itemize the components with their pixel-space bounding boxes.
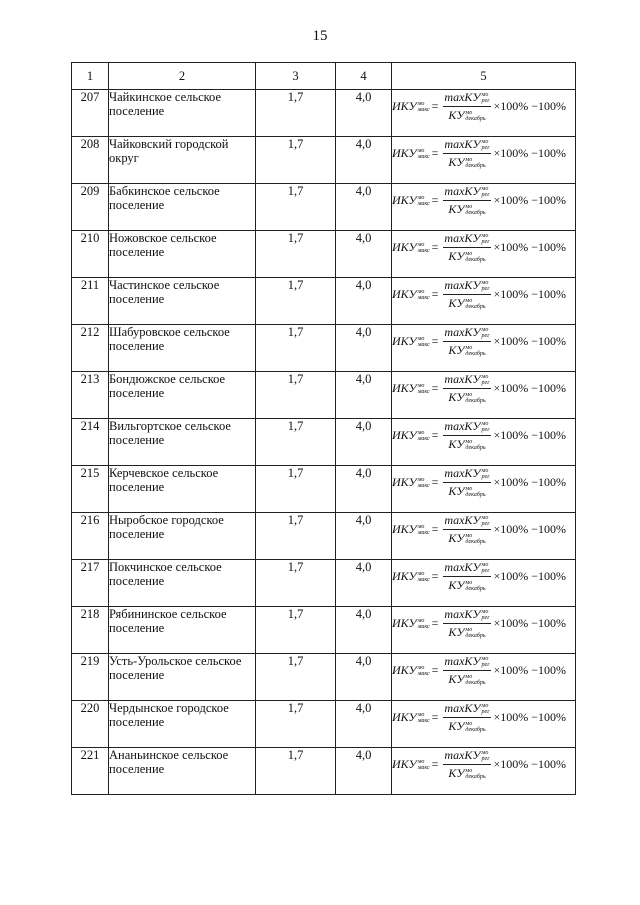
- formula-tail: ×100% −100%: [493, 287, 567, 301]
- formula-numerator: maxKУ: [444, 137, 481, 151]
- row-number: 211: [72, 278, 109, 325]
- formula-eq: =: [431, 381, 439, 395]
- formula-denominator: KУ: [448, 672, 465, 686]
- value-col-4: 4,0: [336, 90, 392, 137]
- value-col-4: 4,0: [336, 278, 392, 325]
- formula-den-sup: мо: [465, 156, 473, 163]
- formula-cell: [392, 748, 576, 795]
- formula-den-sub: декабрь: [465, 632, 486, 639]
- formula-lhs-sub: макс: [417, 153, 430, 160]
- formula-lhs: ИКУ: [392, 193, 417, 207]
- value-col-4: 4,0: [336, 372, 392, 419]
- formula: [392, 278, 566, 311]
- value-col-3: 1,7: [256, 231, 336, 278]
- value-col-3: 1,7: [256, 560, 336, 607]
- formula-den-sup: мо: [465, 297, 473, 304]
- formula-lhs-sub: макс: [417, 529, 430, 536]
- value-col-4: 4,0: [336, 748, 392, 795]
- formula: [392, 231, 566, 264]
- formula-lhs-sup: мо: [417, 194, 425, 201]
- formula-num-sup: мо: [481, 279, 489, 286]
- formula-cell: [392, 278, 576, 325]
- value-col-4: 4,0: [336, 701, 392, 748]
- municipality-name: Ныробское городское поселение: [109, 513, 256, 560]
- municipality-name: Покчинское сельское поселение: [109, 560, 256, 607]
- formula-numerator: maxKУ: [444, 184, 481, 198]
- formula-tail: ×100% −100%: [493, 757, 567, 771]
- value-col-3: 1,7: [256, 607, 336, 654]
- formula-den-sup: мо: [465, 109, 473, 116]
- value-col-3: 1,7: [256, 137, 336, 184]
- formula-lhs-sub: макс: [417, 247, 430, 254]
- formula-fraction: [443, 607, 490, 640]
- formula-tail: ×100% −100%: [493, 381, 567, 395]
- formula-lhs-sup: мо: [417, 335, 425, 342]
- formula-lhs-sub: макс: [417, 294, 430, 301]
- formula-denominator: KУ: [448, 296, 465, 310]
- value-col-3: 1,7: [256, 419, 336, 466]
- formula-lhs-sup: мо: [417, 241, 425, 248]
- row-number: 221: [72, 748, 109, 795]
- formula-numerator: maxKУ: [444, 90, 481, 104]
- formula-eq: =: [431, 475, 439, 489]
- formula-den-sub: декабрь: [465, 538, 486, 545]
- formula-lhs-sup: мо: [417, 523, 425, 530]
- row-number: 214: [72, 419, 109, 466]
- formula-den-sup: мо: [465, 344, 473, 351]
- row-number: 216: [72, 513, 109, 560]
- formula-numerator: maxKУ: [444, 466, 481, 480]
- formula-den-sup: мо: [465, 250, 473, 257]
- formula-num-sub: рег: [481, 238, 490, 245]
- municipality-name: Чайкинское сельское поселение: [109, 90, 256, 137]
- formula-num-sub: рег: [481, 332, 490, 339]
- formula-fraction: [443, 325, 490, 358]
- formula-tail: ×100% −100%: [493, 616, 567, 630]
- formula-cell: [392, 231, 576, 278]
- formula: [392, 560, 566, 593]
- row-number: 209: [72, 184, 109, 231]
- formula: [392, 701, 566, 734]
- municipality-name: Бондюжское сельское поселение: [109, 372, 256, 419]
- formula-denominator: KУ: [448, 578, 465, 592]
- formula-lhs-sub: макс: [417, 576, 430, 583]
- formula-lhs: ИКУ: [392, 569, 417, 583]
- formula-num-sub: рег: [481, 708, 490, 715]
- formula-den-sub: декабрь: [465, 491, 486, 498]
- formula-fraction: [443, 748, 490, 781]
- formula-denominator: KУ: [448, 202, 465, 216]
- formula-fraction: [443, 278, 490, 311]
- value-col-3: 1,7: [256, 90, 336, 137]
- formula-fraction: [443, 90, 490, 123]
- formula-cell: [392, 560, 576, 607]
- formula-lhs-sub: макс: [417, 435, 430, 442]
- table-row: [72, 184, 576, 231]
- formula: [392, 513, 566, 546]
- formula: [392, 419, 566, 452]
- formula-tail: ×100% −100%: [493, 99, 567, 113]
- formula-numerator: maxKУ: [444, 278, 481, 292]
- table-row: [72, 607, 576, 654]
- formula-numerator: maxKУ: [444, 654, 481, 668]
- formula-den-sub: декабрь: [465, 773, 486, 780]
- formula-numerator: maxKУ: [444, 513, 481, 527]
- table-row: [72, 90, 576, 137]
- table-row: [72, 513, 576, 560]
- table-row: [72, 466, 576, 513]
- table-row: [72, 372, 576, 419]
- formula-eq: =: [431, 193, 439, 207]
- formula-num-sup: мо: [481, 185, 489, 192]
- formula-numerator: maxKУ: [444, 560, 481, 574]
- row-number: 220: [72, 701, 109, 748]
- municipality-name: Ножовское сельское поселение: [109, 231, 256, 278]
- formula-denominator: KУ: [448, 531, 465, 545]
- table-row: [72, 748, 576, 795]
- formula-cell: [392, 184, 576, 231]
- table-row: [72, 560, 576, 607]
- formula-num-sub: рег: [481, 755, 490, 762]
- formula-tail: ×100% −100%: [493, 428, 567, 442]
- table-row: [72, 278, 576, 325]
- formula-denominator: KУ: [448, 437, 465, 451]
- formula-den-sub: декабрь: [465, 303, 486, 310]
- value-col-3: 1,7: [256, 372, 336, 419]
- value-col-4: 4,0: [336, 184, 392, 231]
- formula-den-sup: мо: [465, 673, 473, 680]
- formula-num-sup: мо: [481, 91, 489, 98]
- formula-numerator: maxKУ: [444, 748, 481, 762]
- formula-lhs-sup: мо: [417, 711, 425, 718]
- formula-denominator: KУ: [448, 390, 465, 404]
- row-number: 219: [72, 654, 109, 701]
- formula-num-sub: рег: [481, 567, 490, 574]
- value-col-4: 4,0: [336, 513, 392, 560]
- formula: [392, 748, 566, 781]
- municipality-name: Шабуровское сельское поселение: [109, 325, 256, 372]
- formula-fraction: [443, 231, 490, 264]
- formula-num-sup: мо: [481, 326, 489, 333]
- formula-lhs-sub: макс: [417, 200, 430, 207]
- row-number: 217: [72, 560, 109, 607]
- formula-lhs-sub: макс: [417, 717, 430, 724]
- formula-fraction: [443, 701, 490, 734]
- formula-cell: [392, 325, 576, 372]
- formula-lhs-sub: макс: [417, 341, 430, 348]
- formula-num-sub: рег: [481, 661, 490, 668]
- formula-num-sub: рег: [481, 191, 490, 198]
- formula-fraction: [443, 137, 490, 170]
- formula-num-sup: мо: [481, 514, 489, 521]
- formula-lhs-sub: макс: [417, 106, 430, 113]
- formula-fraction: [443, 184, 490, 217]
- formula-num-sup: мо: [481, 561, 489, 568]
- formula-den-sup: мо: [465, 485, 473, 492]
- table-row: [72, 654, 576, 701]
- formula: [392, 325, 566, 358]
- formula-eq: =: [431, 99, 439, 113]
- formula-num-sup: мо: [481, 420, 489, 427]
- value-col-3: 1,7: [256, 184, 336, 231]
- formula-num-sup: мо: [481, 467, 489, 474]
- formula-lhs-sup: мо: [417, 758, 425, 765]
- row-number: 212: [72, 325, 109, 372]
- municipality-name: Вильгортское сельское поселение: [109, 419, 256, 466]
- formula-cell: [392, 419, 576, 466]
- value-col-4: 4,0: [336, 607, 392, 654]
- formula-eq: =: [431, 287, 439, 301]
- formula-numerator: maxKУ: [444, 701, 481, 715]
- formula-lhs-sub: макс: [417, 764, 430, 771]
- value-col-4: 4,0: [336, 466, 392, 513]
- formula-eq: =: [431, 522, 439, 536]
- formula-lhs: ИКУ: [392, 240, 417, 254]
- value-col-4: 4,0: [336, 654, 392, 701]
- formula-numerator: maxKУ: [444, 325, 481, 339]
- formula-eq: =: [431, 569, 439, 583]
- value-col-4: 4,0: [336, 560, 392, 607]
- formula-tail: ×100% −100%: [493, 193, 567, 207]
- data-table: [71, 62, 576, 795]
- formula-fraction: [443, 419, 490, 452]
- formula-cell: [392, 372, 576, 419]
- value-col-4: 4,0: [336, 231, 392, 278]
- formula: [392, 137, 566, 170]
- formula-num-sub: рег: [481, 97, 490, 104]
- formula-lhs-sub: макс: [417, 388, 430, 395]
- formula-num-sub: рег: [481, 614, 490, 621]
- municipality-name: Керчевское сельское поселение: [109, 466, 256, 513]
- formula-lhs: ИКУ: [392, 428, 417, 442]
- formula-lhs-sub: макс: [417, 482, 430, 489]
- value-col-4: 4,0: [336, 419, 392, 466]
- formula-lhs: ИКУ: [392, 663, 417, 677]
- formula-num-sup: мо: [481, 608, 489, 615]
- formula-num-sub: рег: [481, 285, 490, 292]
- formula-eq: =: [431, 334, 439, 348]
- formula-den-sub: декабрь: [465, 350, 486, 357]
- formula-lhs-sup: мо: [417, 570, 425, 577]
- formula-denominator: KУ: [448, 484, 465, 498]
- formula: [392, 372, 566, 405]
- header-col-5: 5: [392, 63, 576, 90]
- formula-den-sup: мо: [465, 767, 473, 774]
- value-col-4: 4,0: [336, 137, 392, 184]
- value-col-3: 1,7: [256, 701, 336, 748]
- formula-numerator: maxKУ: [444, 419, 481, 433]
- formula-lhs-sup: мо: [417, 429, 425, 436]
- formula-num-sup: мо: [481, 702, 489, 709]
- municipality-name: Чайковский городской округ: [109, 137, 256, 184]
- formula-tail: ×100% −100%: [493, 475, 567, 489]
- formula-tail: ×100% −100%: [493, 240, 567, 254]
- formula-tail: ×100% −100%: [493, 710, 567, 724]
- municipality-name: Рябининское сельское поселение: [109, 607, 256, 654]
- formula-numerator: maxKУ: [444, 231, 481, 245]
- formula: [392, 184, 566, 217]
- formula-num-sub: рег: [481, 520, 490, 527]
- formula-lhs: ИКУ: [392, 334, 417, 348]
- formula-num-sup: мо: [481, 749, 489, 756]
- formula-num-sup: мо: [481, 138, 489, 145]
- formula-lhs-sup: мо: [417, 288, 425, 295]
- formula-lhs-sup: мо: [417, 100, 425, 107]
- value-col-3: 1,7: [256, 466, 336, 513]
- formula-den-sup: мо: [465, 626, 473, 633]
- row-number: 210: [72, 231, 109, 278]
- municipality-name: Бабкинское сельское поселение: [109, 184, 256, 231]
- formula-numerator: maxKУ: [444, 372, 481, 386]
- row-number: 208: [72, 137, 109, 184]
- header-col-4: 4: [336, 63, 392, 90]
- table-row: [72, 701, 576, 748]
- municipality-name: Чердынское городское поселение: [109, 701, 256, 748]
- formula-cell: [392, 513, 576, 560]
- formula-numerator: maxKУ: [444, 607, 481, 621]
- formula-lhs-sub: макс: [417, 623, 430, 630]
- table-row: [72, 231, 576, 278]
- value-col-3: 1,7: [256, 654, 336, 701]
- formula-lhs: ИКУ: [392, 287, 417, 301]
- formula-denominator: KУ: [448, 719, 465, 733]
- formula: [392, 466, 566, 499]
- formula-num-sup: мо: [481, 232, 489, 239]
- header-row: [72, 63, 576, 90]
- formula-cell: [392, 701, 576, 748]
- formula-den-sub: декабрь: [465, 444, 486, 451]
- formula-cell: [392, 466, 576, 513]
- formula-den-sup: мо: [465, 532, 473, 539]
- value-col-3: 1,7: [256, 748, 336, 795]
- formula: [392, 90, 566, 123]
- formula-denominator: KУ: [448, 766, 465, 780]
- formula-fraction: [443, 560, 490, 593]
- formula-lhs: ИКУ: [392, 99, 417, 113]
- formula-cell: [392, 90, 576, 137]
- formula-denominator: KУ: [448, 343, 465, 357]
- value-col-3: 1,7: [256, 278, 336, 325]
- formula-den-sup: мо: [465, 438, 473, 445]
- formula-fraction: [443, 372, 490, 405]
- row-number: 215: [72, 466, 109, 513]
- formula-lhs: ИКУ: [392, 710, 417, 724]
- formula-lhs: ИКУ: [392, 146, 417, 160]
- formula-eq: =: [431, 757, 439, 771]
- formula-eq: =: [431, 428, 439, 442]
- municipality-name: Усть-Урольское сельское поселение: [109, 654, 256, 701]
- value-col-3: 1,7: [256, 513, 336, 560]
- header-col-1: 1: [72, 63, 109, 90]
- header-col-3: 3: [256, 63, 336, 90]
- formula-num-sub: рег: [481, 473, 490, 480]
- formula-lhs-sup: мо: [417, 617, 425, 624]
- formula-tail: ×100% −100%: [493, 663, 567, 677]
- formula-lhs-sup: мо: [417, 382, 425, 389]
- formula-lhs: ИКУ: [392, 616, 417, 630]
- table-row: [72, 137, 576, 184]
- formula-cell: [392, 654, 576, 701]
- formula-den-sub: декабрь: [465, 256, 486, 263]
- formula-lhs: ИКУ: [392, 757, 417, 771]
- row-number: 213: [72, 372, 109, 419]
- formula-denominator: KУ: [448, 108, 465, 122]
- row-number: 218: [72, 607, 109, 654]
- value-col-3: 1,7: [256, 325, 336, 372]
- formula-num-sub: рег: [481, 144, 490, 151]
- formula-cell: [392, 137, 576, 184]
- formula: [392, 654, 566, 687]
- formula-den-sub: декабрь: [465, 726, 486, 733]
- formula-lhs-sup: мо: [417, 476, 425, 483]
- formula-lhs: ИКУ: [392, 522, 417, 536]
- header-col-2: 2: [109, 63, 256, 90]
- formula-den-sub: декабрь: [465, 162, 486, 169]
- formula-tail: ×100% −100%: [493, 522, 567, 536]
- formula-denominator: KУ: [448, 155, 465, 169]
- formula-num-sub: рег: [481, 426, 490, 433]
- formula-eq: =: [431, 616, 439, 630]
- formula-den-sub: декабрь: [465, 209, 486, 216]
- municipality-name: Ананьинское сельское поселение: [109, 748, 256, 795]
- page-number: 15: [312, 28, 328, 44]
- formula-den-sub: декабрь: [465, 679, 486, 686]
- formula-den-sub: декабрь: [465, 397, 486, 404]
- formula-fraction: [443, 466, 490, 499]
- formula-tail: ×100% −100%: [493, 146, 567, 160]
- municipality-name: Частинское сельское поселение: [109, 278, 256, 325]
- formula-den-sup: мо: [465, 391, 473, 398]
- formula-den-sub: декабрь: [465, 585, 486, 592]
- formula-den-sup: мо: [465, 579, 473, 586]
- formula-lhs-sup: мо: [417, 664, 425, 671]
- formula-lhs-sup: мо: [417, 147, 425, 154]
- formula-denominator: KУ: [448, 625, 465, 639]
- formula-fraction: [443, 654, 490, 687]
- formula-den-sub: декабрь: [465, 115, 486, 122]
- value-col-4: 4,0: [336, 325, 392, 372]
- formula-num-sup: мо: [481, 373, 489, 380]
- formula-denominator: KУ: [448, 249, 465, 263]
- table-row: [72, 419, 576, 466]
- table-body: [72, 90, 576, 795]
- formula-tail: ×100% −100%: [493, 569, 567, 583]
- formula-num-sub: рег: [481, 379, 490, 386]
- formula-lhs: ИКУ: [392, 381, 417, 395]
- formula: [392, 607, 566, 640]
- formula-den-sup: мо: [465, 203, 473, 210]
- formula-eq: =: [431, 710, 439, 724]
- formula-eq: =: [431, 146, 439, 160]
- formula-cell: [392, 607, 576, 654]
- formula-num-sup: мо: [481, 655, 489, 662]
- formula-tail: ×100% −100%: [493, 334, 567, 348]
- formula-eq: =: [431, 663, 439, 677]
- formula-lhs-sub: макс: [417, 670, 430, 677]
- table-row: [72, 325, 576, 372]
- formula-fraction: [443, 513, 490, 546]
- formula-lhs: ИКУ: [392, 475, 417, 489]
- formula-den-sup: мо: [465, 720, 473, 727]
- formula-eq: =: [431, 240, 439, 254]
- row-number: 207: [72, 90, 109, 137]
